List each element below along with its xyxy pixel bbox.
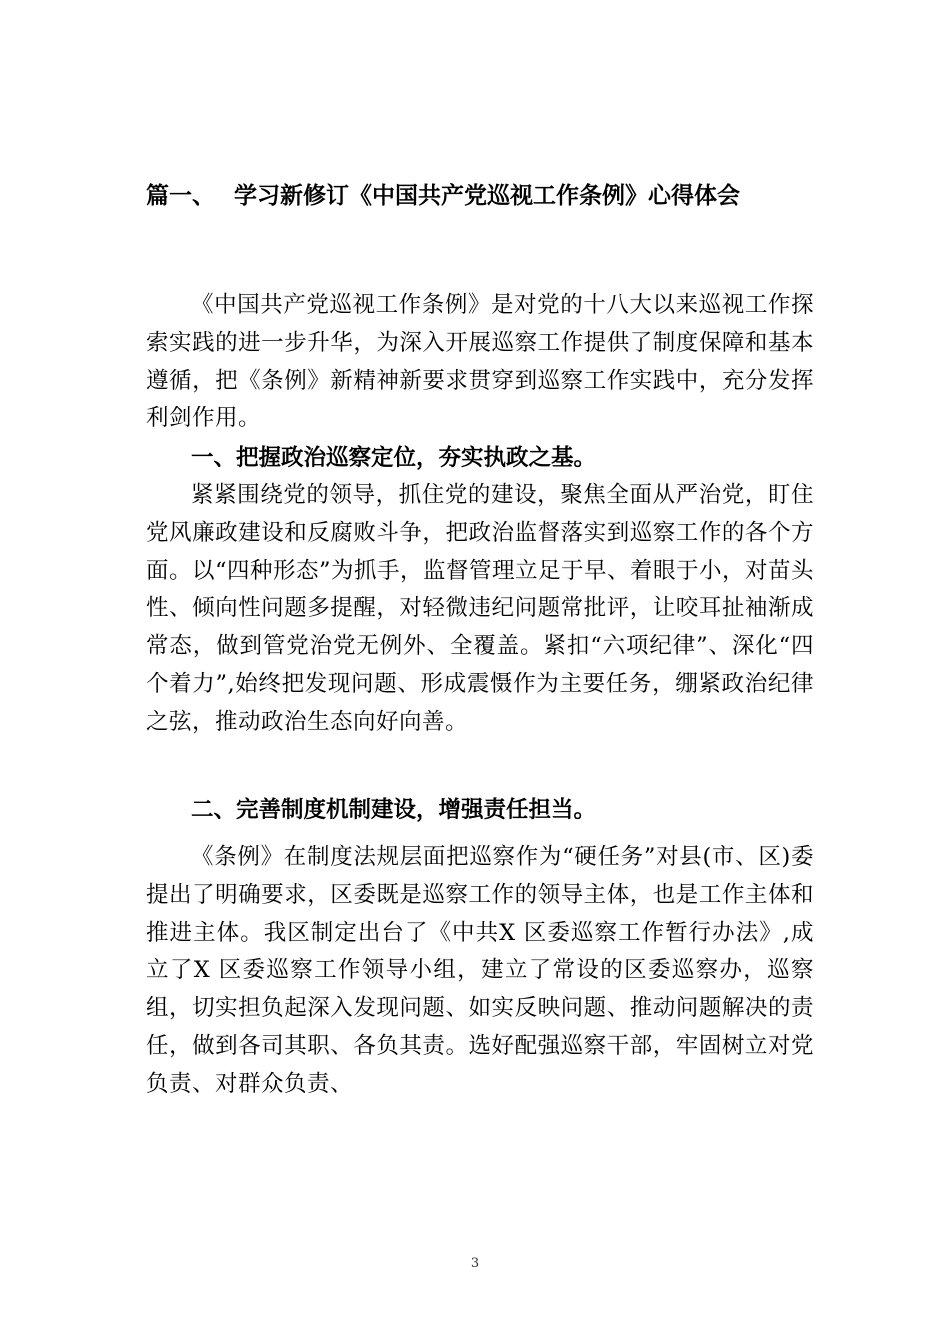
- paragraph-section-1: 紧紧围绕党的领导，抓住党的建设，聚焦全面从严治党，盯住党风廉政建设和反腐败斗争，把政治监督落实到巡察工作的各个方面。以“四种形态”为抓手，监督管理立足于早、着眼于小，对苗头性、倾向性问题多提醒，对轻微违纪问题常批评，让咬耳扯袖渐成常态，做到管党治党无例外、全覆盖。紧扣“六项纪律”、深化“四个着力”,始终把发现问题、形成震慑作为主要任务，绷紧政治纪律之弦，推动政治生态向好向善。: [146, 482, 815, 735]
- section-heading-1: 一、把握政治巡察定位，夯实执政之基。: [191, 445, 597, 471]
- paragraph-intro: 《中国共产党巡视工作条例》是对党的十八大以来巡视工作探索实践的进一步升华，为深入开展巡察工作提供了制度保障和基本遵循，把《条例》新精神新要求贯穿到巡察工作实践中，充分发挥利剑作用。: [146, 292, 814, 432]
- title-prefix: 篇一、: [146, 183, 215, 209]
- page-number: 3: [470, 1256, 480, 1271]
- paragraph-section-2: 《条例》在制度法规层面把巡察作为“硬任务”对县(市、区)委提出了明确要求，区委既是巡察工作的领导主体，也是工作主体和推进主体。我区制定出台了《中共X 区委巡察工作暂行办法》,成立了X 区委巡察工作领导小组，建立了常设的区委巡察办，巡察组，切实担负起深入发现问题、如实反映问题、推动问题解决的责任，做到各司其职、各负其责。选好配强巡察干部，牢固树立对党负责、对群众负责、: [146, 844, 814, 1097]
- title-text: 学习新修订《中国共产党巡视工作条例》心得体会: [234, 183, 740, 209]
- section-heading-2: 二、完善制度机制建设，增强责任担当。: [191, 797, 597, 823]
- document-title: [146, 176, 846, 216]
